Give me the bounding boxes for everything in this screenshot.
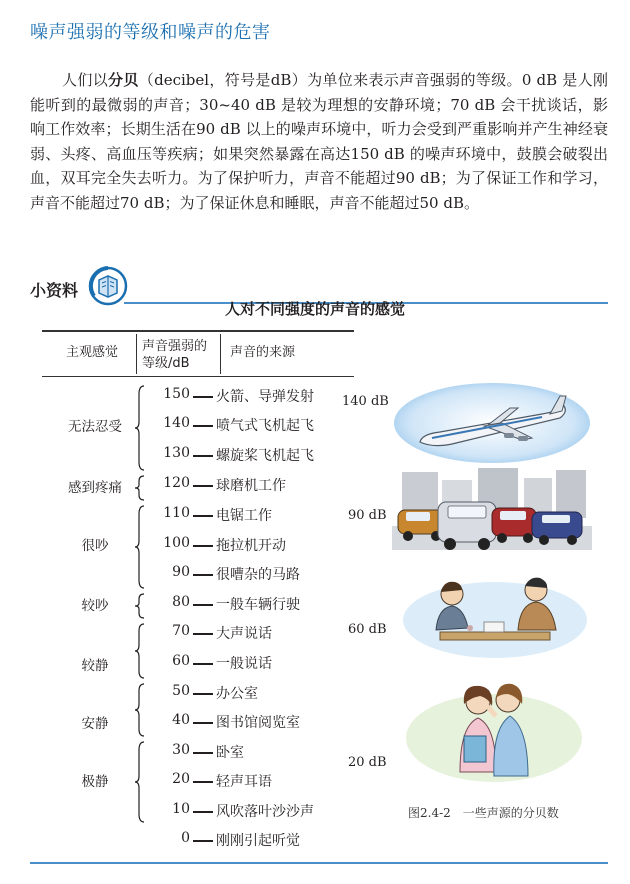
level-value: 60 bbox=[172, 653, 190, 669]
row-dash bbox=[193, 425, 213, 427]
source-text: 一般车辆行驶 bbox=[216, 597, 300, 613]
source-text: 火箭、导弹发射 bbox=[216, 389, 314, 405]
source-text: 喷气式飞机起飞 bbox=[216, 418, 314, 434]
feeling-label: 安静 bbox=[81, 716, 109, 732]
row-dash bbox=[193, 455, 213, 457]
source-text: 大声说话 bbox=[216, 626, 272, 642]
paragraph-text-post: （decibel，符号是dB）为单位来表示声音强弱的等级。0 dB 是人刚能听到的最微弱的声音；30~40 dB 是较为理想的安静环境；70 dB 会干扰谈话，影响工作效率；长期生活在90 dB 以上的噪声环境中，听力会受到严重影响并产生神经衰弱、头疼、高血压等疾病；如果突然暴露在高达150 dB 的噪声环境中，鼓膜会破裂出血，双耳完全失去听力。为了保护听力，声音不能超过90 dB；为了保证工作和学习，声音不能超过70 dB；为了保证休息和睡眠，声音不能超过50 dB。 bbox=[30, 71, 608, 212]
db-label: 140 dB bbox=[342, 394, 389, 409]
row-dash bbox=[193, 396, 213, 398]
row-dash bbox=[193, 722, 213, 724]
row-dash bbox=[193, 840, 213, 842]
level-value: 90 bbox=[172, 564, 190, 580]
source-text: 球磨机工作 bbox=[216, 478, 286, 494]
feeling-label: 极静 bbox=[81, 774, 109, 790]
whisper-illustration bbox=[404, 676, 584, 788]
source-text: 风吹落叶沙沙声 bbox=[216, 804, 314, 820]
table-title: 人对不同强度的声音的感觉 bbox=[224, 300, 405, 318]
group-brace bbox=[134, 474, 146, 502]
group-brace bbox=[134, 682, 146, 738]
body-paragraph bbox=[30, 68, 608, 215]
header-feeling: 主观感觉 bbox=[66, 345, 119, 360]
row-dash bbox=[193, 633, 213, 635]
source-text: 办公室 bbox=[216, 686, 258, 702]
traffic-illustration bbox=[392, 466, 592, 558]
level-value: 150 bbox=[163, 386, 190, 402]
row-dash bbox=[193, 545, 213, 547]
level-value: 30 bbox=[172, 742, 190, 758]
header-separator bbox=[220, 334, 221, 374]
source-text: 拖拉机开动 bbox=[216, 538, 286, 554]
table-header-rule bbox=[42, 376, 354, 377]
row-dash bbox=[193, 515, 213, 517]
db-label: 90 dB bbox=[348, 508, 387, 523]
airplane-illustration bbox=[392, 378, 592, 468]
level-value: 100 bbox=[163, 535, 190, 551]
group-brace bbox=[134, 592, 146, 620]
row-dash bbox=[193, 485, 213, 487]
header-level-line1: 声音强弱的 bbox=[142, 339, 208, 354]
paragraph-text-pre: 人们以 bbox=[62, 71, 109, 89]
figure-caption: 图2.4-2 一些声源的分贝数 bbox=[408, 806, 559, 820]
row-dash bbox=[193, 811, 213, 813]
source-text: 一般说话 bbox=[216, 656, 272, 672]
level-value: 10 bbox=[172, 801, 190, 817]
section-title: 噪声强弱的等级和噪声的危害 bbox=[30, 22, 271, 43]
group-brace bbox=[134, 384, 146, 472]
row-dash bbox=[193, 574, 213, 576]
level-value: 50 bbox=[172, 683, 190, 699]
feeling-label: 较吵 bbox=[81, 598, 109, 614]
level-value: 140 bbox=[163, 415, 190, 431]
info-book-icon bbox=[86, 266, 130, 306]
row-dash bbox=[193, 781, 213, 783]
source-text: 轻声耳语 bbox=[216, 774, 272, 790]
row-dash bbox=[193, 752, 213, 754]
table-top-rule bbox=[42, 330, 354, 332]
paragraph-bold-term: 分贝 bbox=[108, 71, 139, 89]
header-level-line2: 等级/dB bbox=[142, 356, 190, 371]
header-separator bbox=[136, 334, 137, 374]
row-dash bbox=[193, 604, 213, 606]
feeling-label: 感到疼痛 bbox=[68, 480, 122, 496]
level-value: 40 bbox=[172, 712, 190, 728]
feeling-label: 较静 bbox=[81, 658, 109, 674]
level-value: 110 bbox=[163, 505, 190, 521]
db-label: 60 dB bbox=[348, 622, 387, 637]
level-value: 120 bbox=[163, 475, 190, 491]
row-dash bbox=[193, 663, 213, 665]
conversation-illustration bbox=[400, 570, 590, 662]
info-box-label: 小资料 bbox=[30, 281, 79, 300]
bottom-rule bbox=[30, 862, 608, 864]
feeling-label: 无法忍受 bbox=[68, 419, 122, 435]
source-text: 刚刚引起听觉 bbox=[216, 833, 300, 849]
db-label: 20 dB bbox=[348, 755, 387, 770]
source-text: 电锯工作 bbox=[216, 508, 272, 524]
header-source: 声音的来源 bbox=[230, 345, 296, 360]
group-brace bbox=[134, 622, 146, 680]
level-value: 80 bbox=[172, 594, 190, 610]
level-value: 70 bbox=[172, 623, 190, 639]
source-text: 很嘈杂的马路 bbox=[216, 567, 300, 583]
row-dash bbox=[193, 693, 213, 695]
source-text: 螺旋桨飞机起飞 bbox=[216, 448, 314, 464]
level-value: 130 bbox=[163, 445, 190, 461]
source-text: 卧室 bbox=[216, 745, 244, 761]
group-brace bbox=[134, 740, 146, 824]
level-value: 0 bbox=[181, 830, 190, 846]
group-brace bbox=[134, 504, 146, 590]
level-value: 20 bbox=[172, 771, 190, 787]
feeling-label: 很吵 bbox=[81, 538, 109, 554]
source-text: 图书馆阅览室 bbox=[216, 715, 300, 731]
